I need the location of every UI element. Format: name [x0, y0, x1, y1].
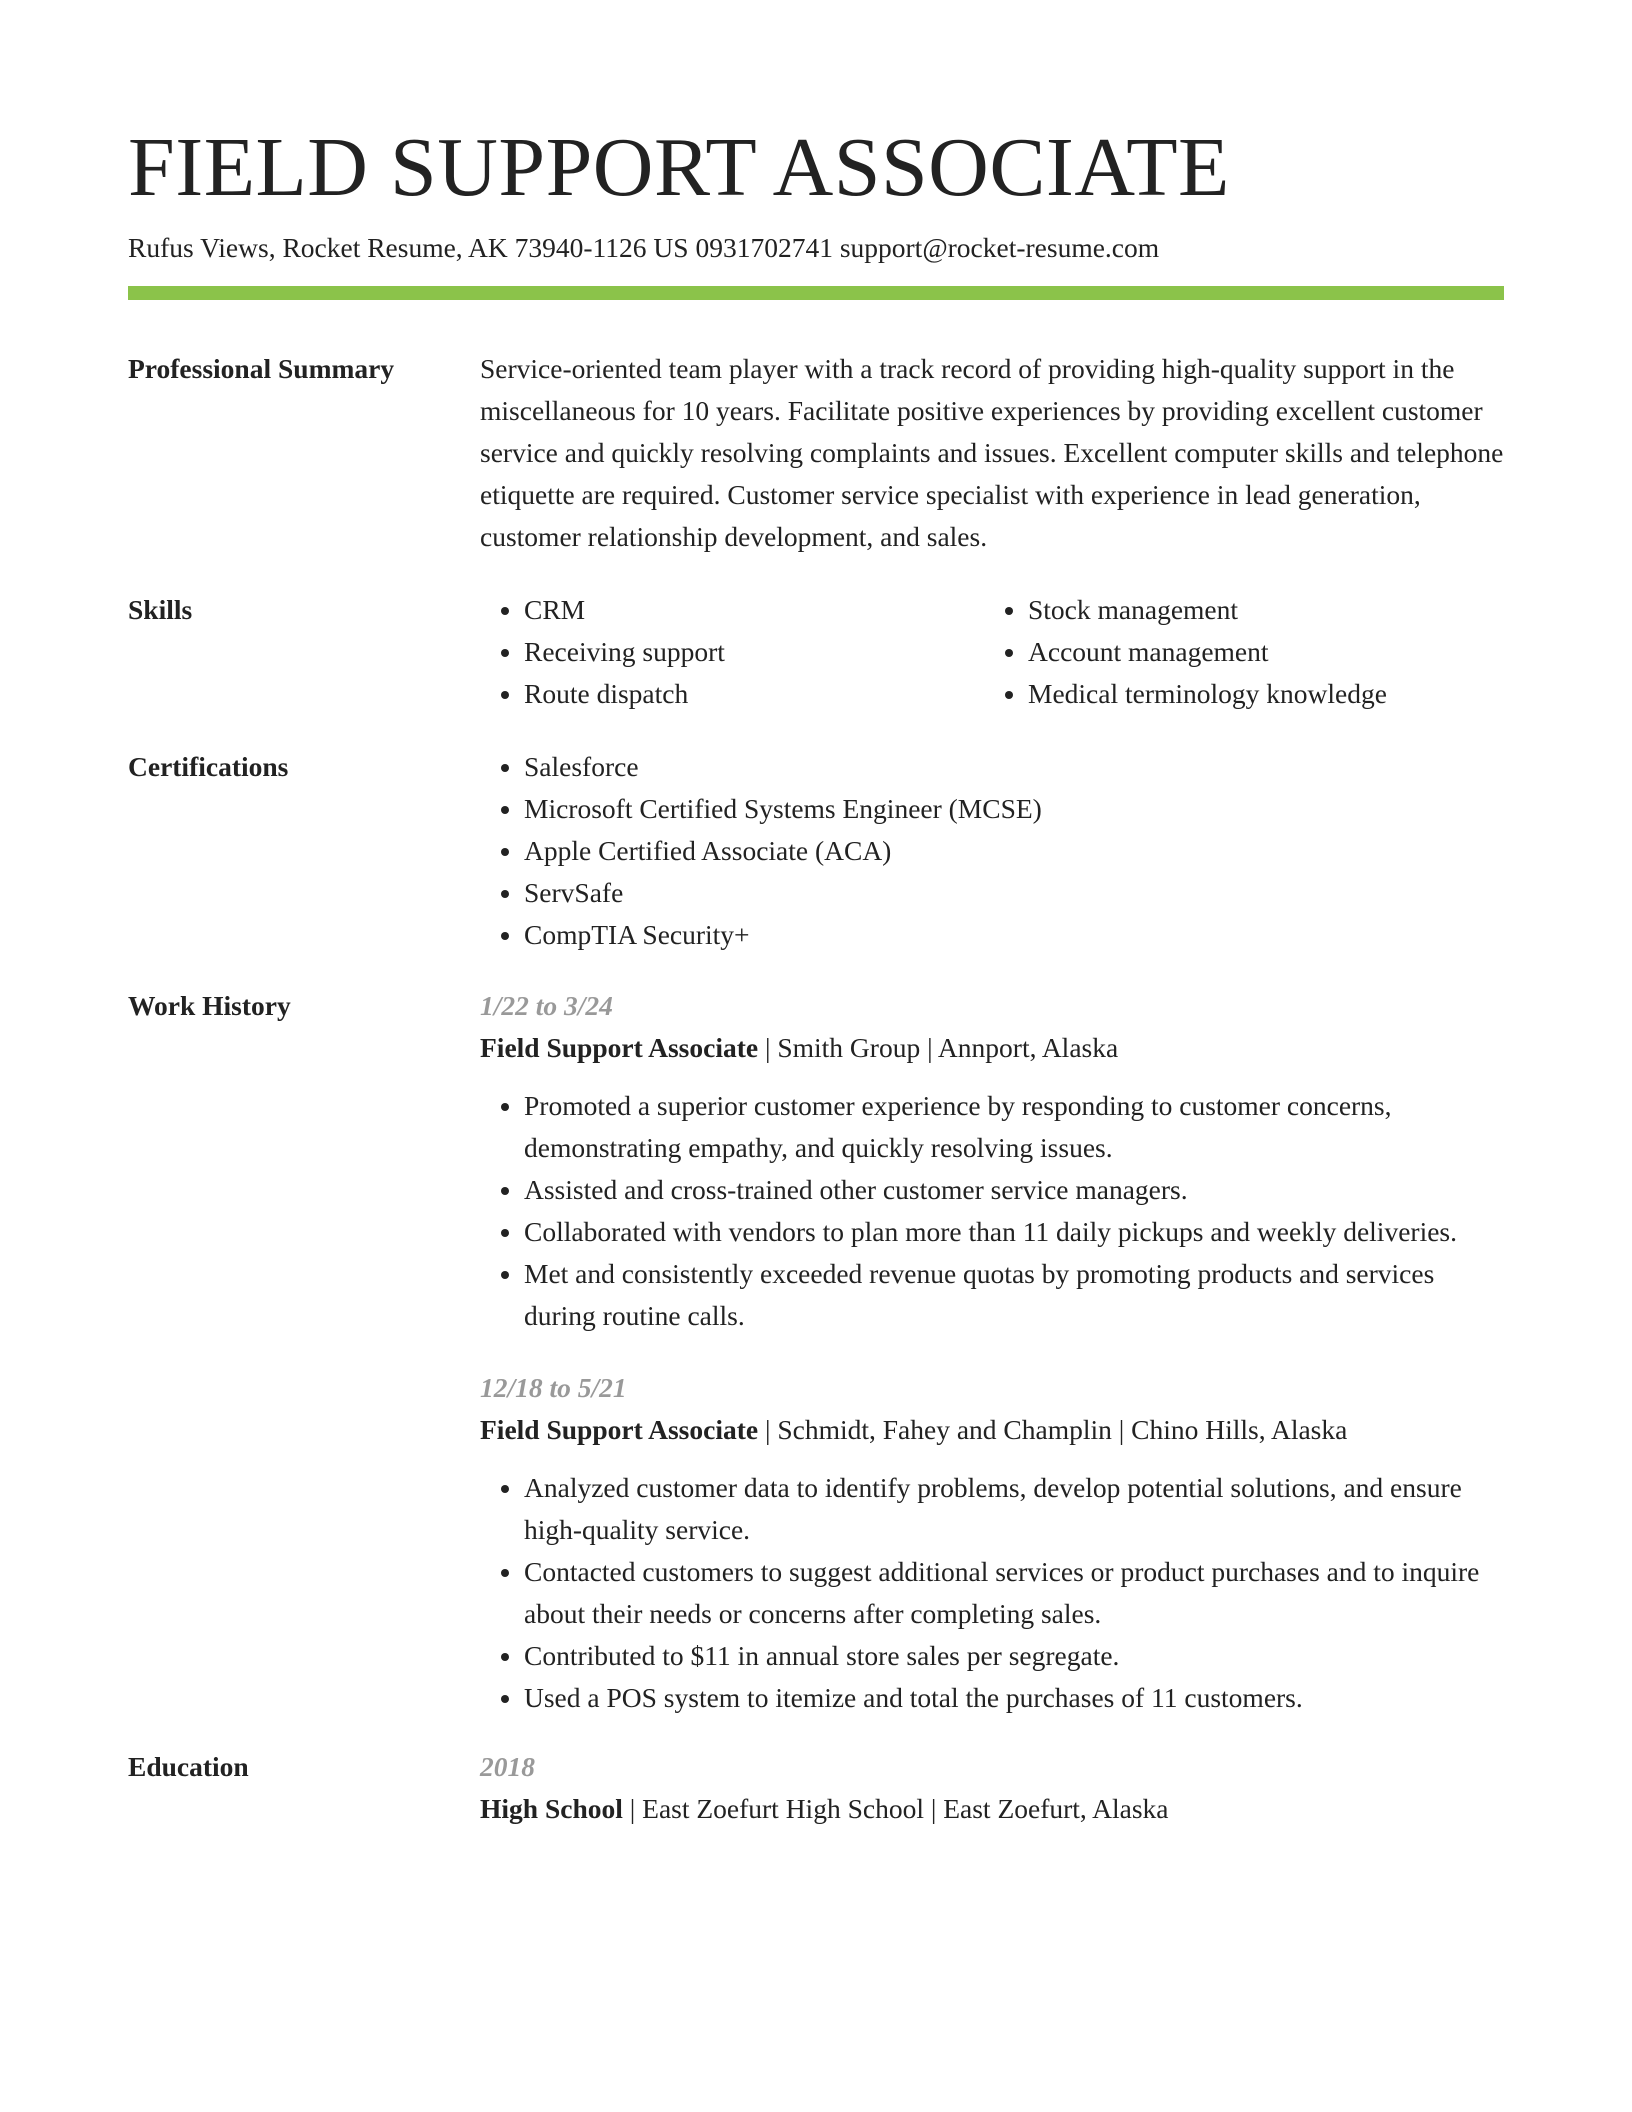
- skill-item: • Medical terminology knowledge: [1028, 673, 1488, 715]
- education-details: | East Zoefurt High School | East Zoefurt, Alaska: [622, 1793, 1169, 1824]
- job-bullet: • Used a POS system to itemize and total the purchases of 11 customers.: [524, 1677, 1504, 1719]
- job-role-line: [480, 1409, 1504, 1451]
- job-details: | Smith Group | Annport, Alaska: [758, 1032, 1119, 1063]
- education-degree: High School: [480, 1793, 623, 1824]
- header-divider: [128, 286, 1504, 300]
- certifications-body: [480, 746, 1504, 956]
- certification-item: • ServSafe: [524, 872, 1504, 914]
- certification-item: • CompTIA Security+: [524, 914, 1504, 956]
- section-label-work: Work History: [128, 990, 291, 1021]
- job-details: | Schmidt, Fahey and Champlin | Chino Hills, Alaska: [758, 1414, 1348, 1445]
- summary-text: Service-oriented team player with a track record of providing high-quality support in the miscellaneous for 10 years. Facilitate positive experiences by providing excellent customer service and quickly resolving complaints and issues. Excellent computer skills and telephone etiquette are required. Customer service specialist with experience in lead generation, customer relationship development, and sales.: [480, 353, 1504, 552]
- job-bullets: [480, 1467, 1504, 1719]
- job-bullet: • Contributed to $11 in annual store sales per segregate.: [524, 1635, 1504, 1677]
- summary-body: [480, 348, 1504, 558]
- certification-item: • Apple Certified Associate (ACA): [524, 830, 1504, 872]
- skills-body: [480, 589, 1504, 715]
- skills-column-left: [480, 589, 984, 715]
- contact-line: [128, 228, 1159, 268]
- skill-item: • Account management: [1028, 631, 1488, 673]
- contact-address: Rufus Views, Rocket Resume, AK 73940-1126 US: [128, 232, 689, 263]
- skill-item: • Receiving support: [524, 631, 984, 673]
- contact-phone: 0931702741: [695, 232, 833, 263]
- job-bullet: • Met and consistently exceeded revenue quotas by promoting products and services during routine calls.: [524, 1253, 1504, 1337]
- skills-list-right: [984, 589, 1488, 715]
- section-label-skills: Skills: [128, 594, 193, 625]
- job-title: Field Support Associate: [480, 1414, 759, 1445]
- certification-item: • Microsoft Certified Systems Engineer (MCSE): [524, 788, 1504, 830]
- job-bullet: • Analyzed customer data to identify problems, develop potential solutions, and ensure high-quality service.: [524, 1467, 1504, 1551]
- certifications-list: [480, 746, 1504, 956]
- skill-item: • CRM: [524, 589, 984, 631]
- job-bullets: [480, 1085, 1504, 1337]
- job-bullet: • Contacted customers to suggest additional services or product purchases and to inquire about their needs or concerns after completing sales.: [524, 1551, 1504, 1635]
- job-bullet: • Assisted and cross-trained other customer service managers.: [524, 1169, 1504, 1211]
- job-entry: [480, 985, 1504, 1337]
- skills-list-left: [480, 589, 984, 715]
- skill-item: • Stock management: [1028, 589, 1488, 631]
- education-dates: 2018: [480, 1751, 535, 1782]
- job-dates: 1/22 to 3/24: [480, 990, 613, 1021]
- skills-column-right: [984, 589, 1488, 715]
- education-body: [480, 1746, 1504, 1830]
- certification-item: • Salesforce: [524, 746, 1504, 788]
- job-bullet: • Promoted a superior customer experience by responding to customer concerns, demonstrating empathy, and quickly resolving issues.: [524, 1085, 1504, 1169]
- skill-item: • Route dispatch: [524, 673, 984, 715]
- job-entry: [480, 1367, 1504, 1719]
- education-line: [480, 1788, 1504, 1830]
- work-body: [480, 985, 1504, 1719]
- job-bullet: • Collaborated with vendors to plan more than 11 daily pickups and weekly deliveries.: [524, 1211, 1504, 1253]
- section-label-education: Education: [128, 1751, 249, 1782]
- section-label-summary: Professional Summary: [128, 353, 395, 384]
- resume-title: FIELD SUPPORT ASSOCIATE: [128, 121, 1230, 214]
- section-label-certifications: Certifications: [128, 751, 289, 782]
- job-role-line: [480, 1027, 1504, 1069]
- job-title: Field Support Associate: [480, 1032, 759, 1063]
- contact-email: support@rocket-resume.com: [839, 232, 1160, 263]
- job-dates: 12/18 to 5/21: [480, 1372, 627, 1403]
